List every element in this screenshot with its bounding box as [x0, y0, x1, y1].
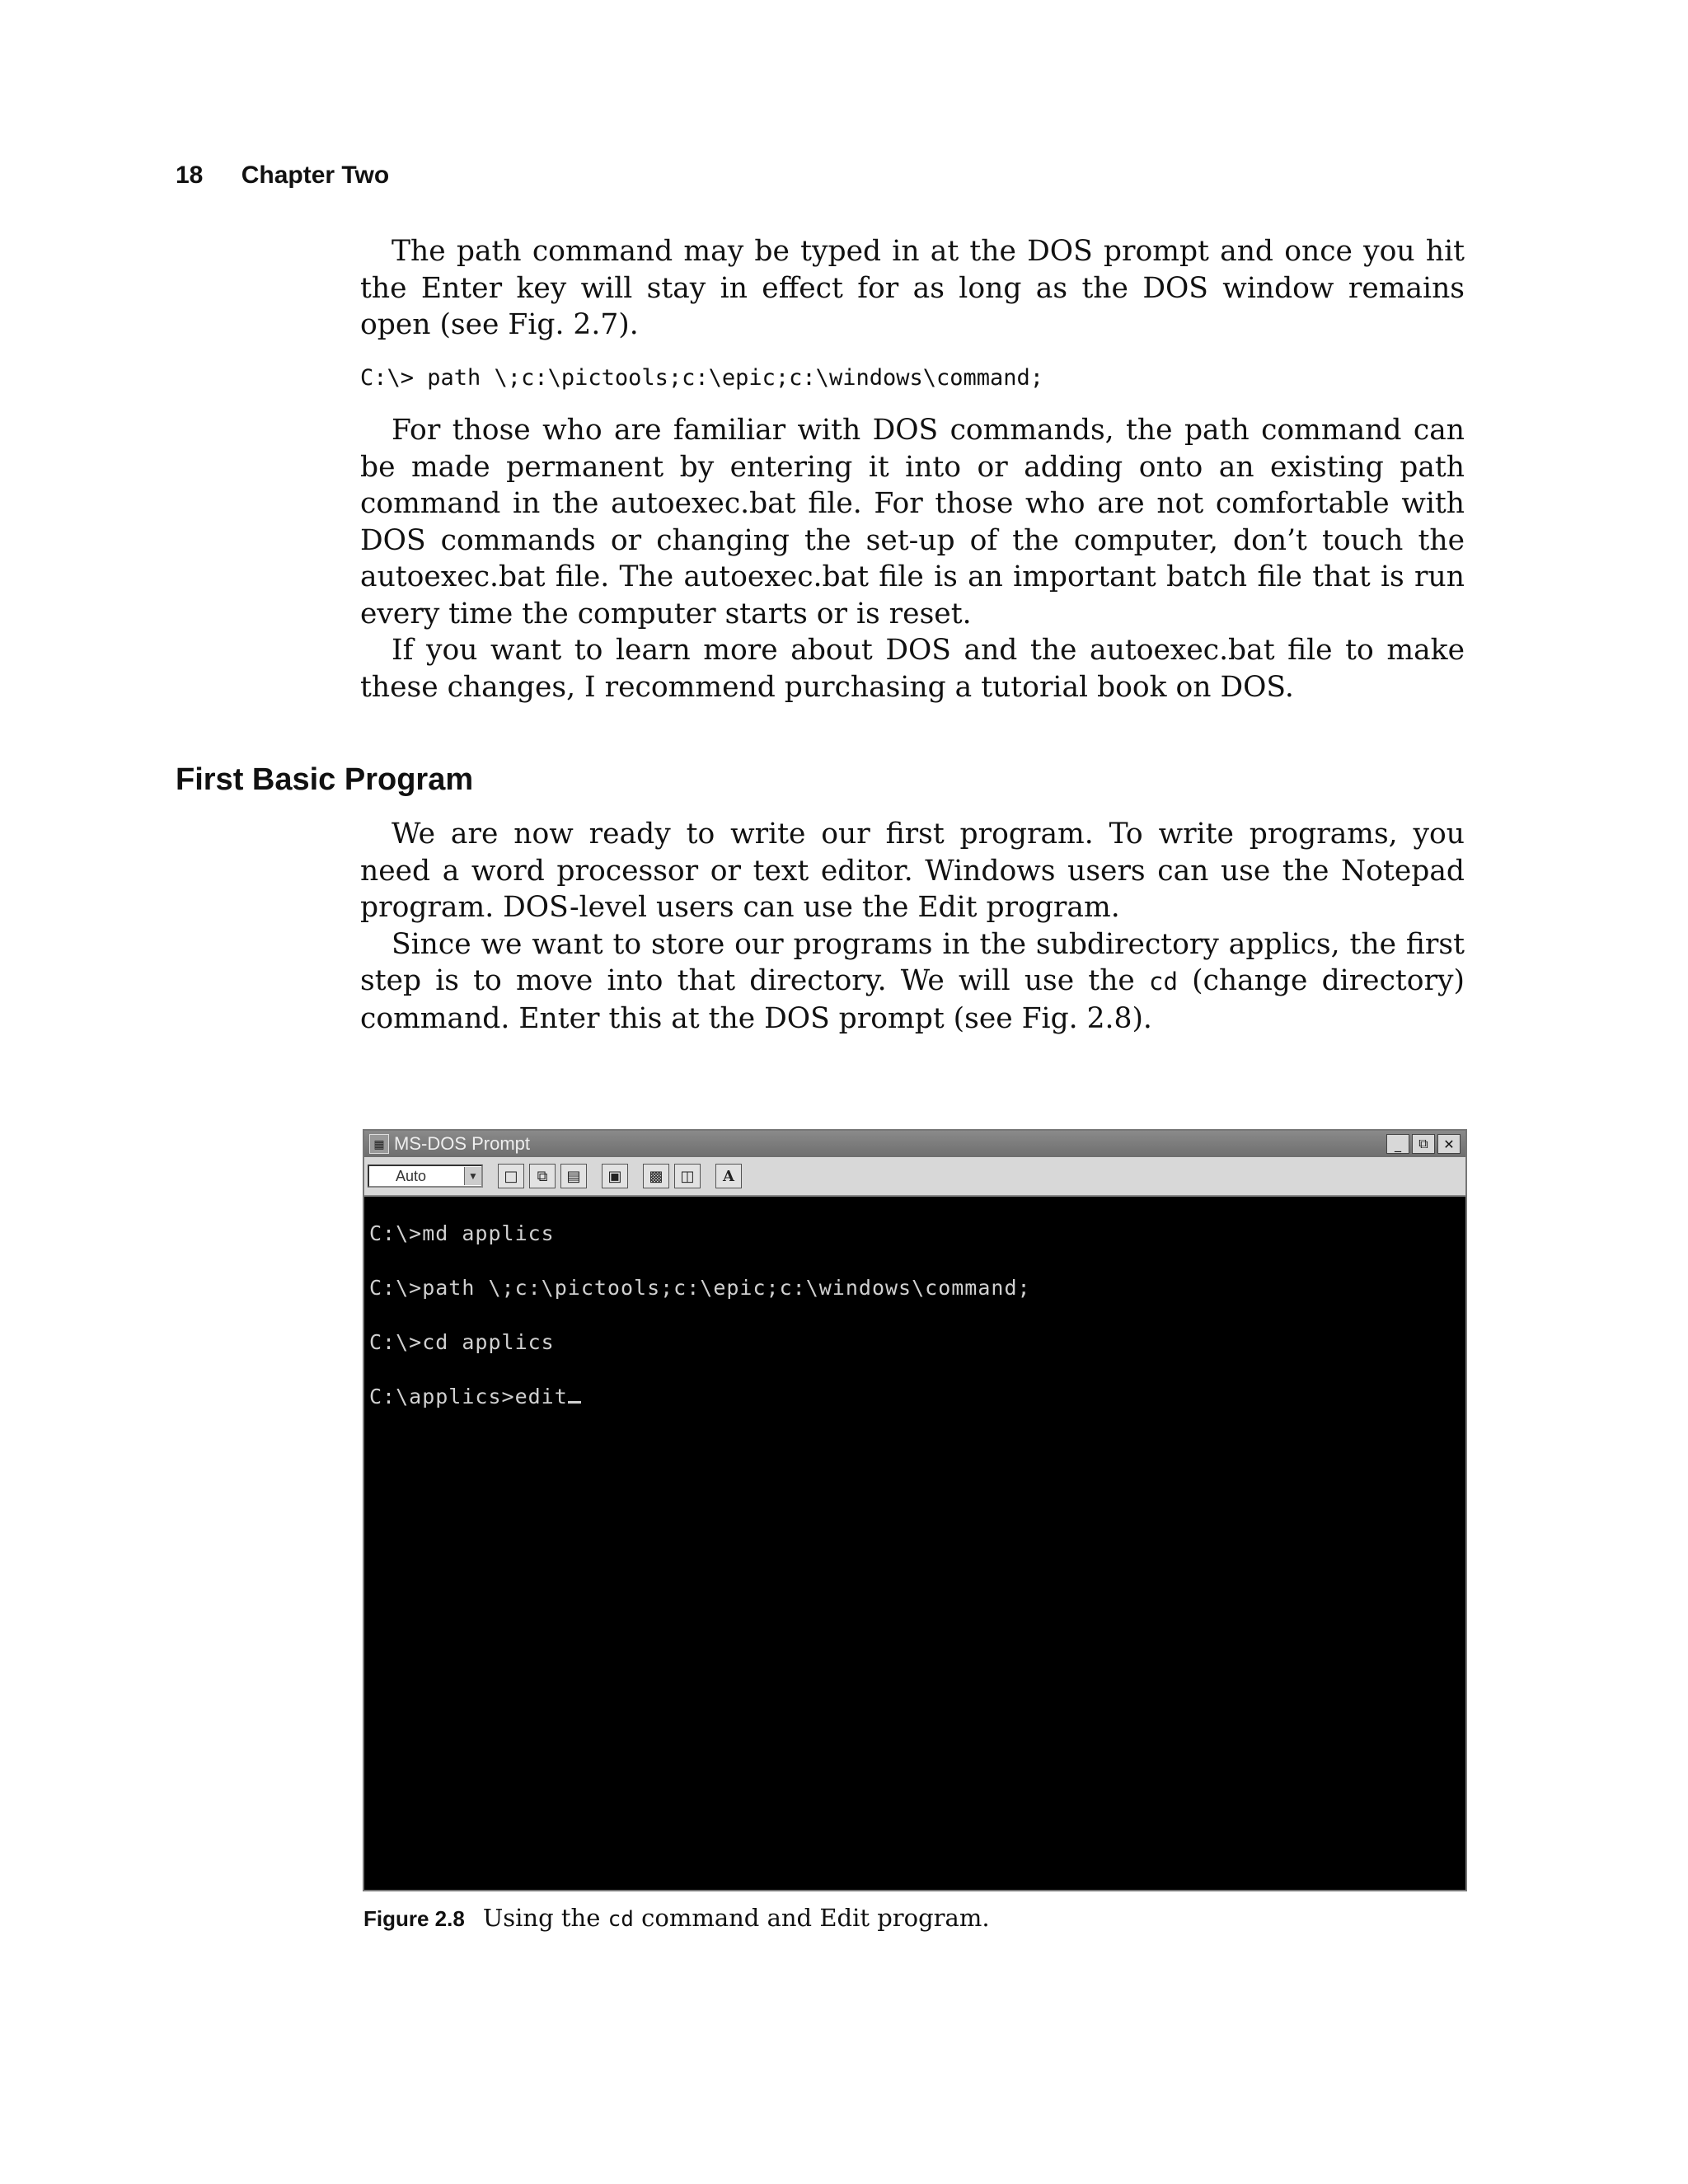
- copy-icon[interactable]: ⧉: [529, 1164, 556, 1188]
- figure-label: Figure 2.8: [363, 1906, 465, 1931]
- intro-paragraph-1: The path command may be typed in at the DOS prompt and once you hit the Enter key will stay in effect for as long as the DOS window remains open (see Fig. 2.7).: [360, 235, 1465, 341]
- chevron-down-icon[interactable]: ▼: [464, 1167, 481, 1185]
- fullscreen-icon[interactable]: ▣: [602, 1164, 628, 1188]
- caption-cd-code: cd: [607, 1907, 634, 1932]
- console-line: C:\>md applics: [369, 1221, 555, 1245]
- background-icon[interactable]: ◫: [674, 1164, 701, 1188]
- intro-paragraph-3: If you want to learn more about DOS and the autoexec.bat file to make these changes, I recommend purchasing a tutorial book on DOS.: [360, 634, 1465, 704]
- page-number: 18: [176, 162, 204, 189]
- font-size-select[interactable]: [368, 1165, 483, 1188]
- close-icon[interactable]: ✕: [1437, 1134, 1461, 1154]
- chapter-title: Chapter Two: [241, 162, 390, 189]
- text-cursor: [568, 1385, 581, 1404]
- console-line: C:\>path \;c:\pictools;c:\epic;c:\windows\command;: [369, 1276, 1031, 1300]
- section-paragraphs: [360, 816, 1465, 1037]
- console-area[interactable]: [364, 1197, 1465, 1890]
- cd-code: cd: [1149, 968, 1178, 996]
- path-command-code: C:\> path \;c:\pictools;c:\epic;c:\windows\command;: [360, 365, 1044, 391]
- intro-paragraphs: [360, 412, 1465, 705]
- window-toolbar: [364, 1157, 1465, 1197]
- paste-icon[interactable]: ▤: [560, 1164, 587, 1188]
- restore-icon[interactable]: ⧉: [1412, 1134, 1435, 1154]
- font-icon[interactable]: A: [715, 1164, 742, 1188]
- minimize-icon[interactable]: _: [1386, 1134, 1409, 1154]
- mark-icon[interactable]: □: [498, 1164, 524, 1188]
- font-size-value: Auto: [396, 1167, 427, 1184]
- console-line: C:\>cd applics: [369, 1330, 555, 1354]
- properties-icon[interactable]: ▩: [643, 1164, 669, 1188]
- console-line-current: C:\applics>edit: [369, 1385, 581, 1408]
- window-title: MS-DOS Prompt: [394, 1133, 531, 1154]
- dos-app-icon[interactable]: ▦: [369, 1134, 389, 1154]
- window-titlebar: [364, 1131, 1465, 1157]
- section-paragraph-1: We are now ready to write our first program. To write programs, you need a word processor or text editor. Windows users can use the Notepad program. DOS-level users can use the Edit program.: [360, 818, 1465, 924]
- running-head: [176, 162, 389, 190]
- section-paragraph-2: Since we want to store our programs in the subdirectory applics, the first step is to move into that directory. We will use the cd (change directory) command. Enter this at the DOS prompt (see Fig. 2.8).: [360, 927, 1465, 1035]
- section-heading: First Basic Program: [176, 762, 474, 797]
- intro-paragraph-2: For those who are familiar with DOS commands, the path command can be made permanent by entering it into or adding onto an existing path command in the autoexec.bat file. For those who are not comfortable with DOS commands or changing the set-up of the computer, don’t touch the autoexec.bat file. The autoexec.bat file is an important batch file that is run every time the computer starts or is reset.: [360, 414, 1465, 630]
- ms-dos-window: [363, 1129, 1467, 1891]
- figure-caption: Figure 2.8 Using the cd command and Edit program.: [363, 1904, 990, 1932]
